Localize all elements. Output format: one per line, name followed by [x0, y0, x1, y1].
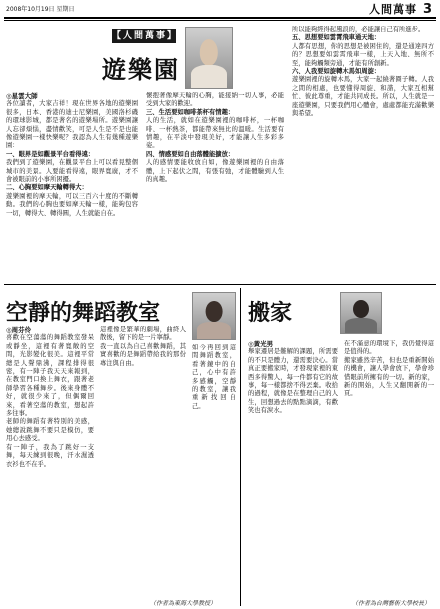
column-divider — [240, 288, 241, 606]
column-banner: 【人間萬事】 — [112, 31, 179, 41]
top-article-para: 遊樂園裡的摩天輪，可以三百六十度的不斷轉動。我們的心胸也要如摩天輪一樣，能夠包容一切，轉得大、轉得圓，人生就能自在。 — [6, 192, 138, 217]
left-article-col3 — [192, 344, 236, 596]
right-article-para: 在不滿意的環境下，我仍覺得這是值得的。 — [344, 340, 434, 356]
top-article-subhead: 六、人我要如旋轉木馬如周旋： — [292, 68, 381, 76]
left-article-author: ◎周芬伶 — [6, 326, 32, 334]
top-article-subhead: 五、思想要如雲霄飛車通天地： — [292, 34, 381, 42]
top-article-subhead: 二、心胸要如摩天輪轉得大： — [6, 184, 88, 192]
right-article-signature: （作者為台灣藝術大學校長） — [352, 600, 431, 607]
top-article-col1 — [6, 92, 138, 280]
top-article-para: 人的感情要能收放自如，像遊樂園裡的自由落體，上下起伏之間，有張有弛，才能體驗到人生的真趣。 — [146, 159, 284, 184]
top-article-subhead: 四、情感要如自由落體能擴放： — [146, 150, 235, 158]
left-article-para: 如今再回到這間舞蹈教室，看著鏡中的自己，心中有許多感觸，空靜的教室，讓我重新找回自己。 — [192, 344, 236, 410]
left-article-title: 空靜的舞蹈教室 — [6, 301, 161, 326]
right-article-col1 — [248, 340, 338, 596]
top-article-author: ◎星雲大師 — [6, 92, 38, 100]
right-article-para: 搬家雖然辛苦，但也是重新開始的機會，讓人學會放下，學會珍惜眼前所擁有的一切。新的家，新的開始，人生又翻開新的一頁。 — [344, 356, 434, 398]
top-article-para: 我們到了遊樂園，在觀景平台上可以看見整個城市的美景。人要能看得遠，眼界寬廣，才不會被眼前的小事所困擾。 — [6, 159, 138, 184]
left-article-para: 我一直以為自己喜歡舞蹈，其實喜歡的是舞蹈帶給我的那份專注與自由。 — [100, 342, 186, 367]
author-photo-woman — [192, 292, 236, 340]
top-article-para: 人都有思想，你的思想是被困住的，還是通達四方的？思想要如雲霄飛車一樣，上天入地、無所不至，能夠觸類旁通，才能有所創新。 — [292, 42, 434, 67]
section-name: 人間萬事 — [368, 3, 417, 16]
left-article-col2 — [100, 326, 186, 596]
right-article-col2 — [344, 340, 434, 596]
left-article-para: 這裡像是繁華的劇場，曲終人散後，留下的是一片寧靜。 — [100, 326, 186, 342]
header-rule-thin — [4, 20, 436, 21]
right-article-author: ◎黃光男 — [248, 340, 274, 348]
author-photo-monk — [185, 27, 233, 89]
main-article-title: 遊樂園 — [102, 55, 180, 84]
top-article-col2 — [146, 92, 284, 280]
section-divider — [4, 284, 436, 285]
page-header — [369, 1, 432, 17]
page-number: 3 — [422, 1, 432, 17]
left-article-col1 — [6, 326, 94, 596]
left-article-para: 有一陣子，我為了跳好一支舞，每天練到很晚，汗水濕透衣衫也不在乎。 — [6, 443, 94, 468]
left-article-signature: （作者為東海大學教授） — [150, 600, 217, 607]
top-article-para: 遊樂園裡的旋轉木馬，大家一起繞著圈子轉。人我之間的相處，也要懂得周旋、和諧，大家互相幫忙、彼此尊重，才能共同成長。所以，人生就是一座遊樂園，只要我們用心體會，處處都能充滿歡樂與希望。 — [292, 76, 434, 118]
top-article-para: 各位讀者，大家吉祥！現在世界各地的遊樂園很多，日本、香港的迪士尼樂園，美國洛杉磯的環球影城，都是著名的遊樂場所。遊樂園讓人忘卻煩惱，盡情歡笑，可是人生是不是也能像遊樂園一樣快樂呢？我認為人生有幾種遊樂園： — [6, 100, 138, 150]
right-article-title: 搬家 — [248, 301, 293, 326]
top-article-subhead: 三、生活要如咖啡茶杯有情趣： — [146, 108, 235, 116]
author-photo-man — [340, 292, 382, 334]
top-article-para: 懷抱著像摩天輪的心胸，能接納一切人事，必能受到大家的歡迎。 — [146, 92, 284, 108]
top-article-para: 所以能夠經得起風浪的，必能讓自己有所進步。 — [292, 26, 425, 33]
left-article-para: 喜歡在空蕩蕩的舞蹈教室發呆或靜坐，這裡有著寬敞的空間，光影變化很美。這裡平常總是人聲鼎沸，課程排得很密，有一陣子我天天來報到，在教室門口換上舞衣，跟著老師學習各種舞步。後來身體不好，就很少來了，但偶爾回來，看著空蕩的教室，想起許多往事。 — [6, 334, 94, 418]
header-rule — [4, 17, 436, 19]
right-article-para: 舉家遷居是難解的課題，所需要的不只是體力，還需要決心。當真正要搬家時，才發現家裡的東西多得驚人，每一件都有它的故事，每一樣都捨不得丟棄。收拾的過程，就像是在整理自己的人生，回想過去的點點滴滴，有歡笑也有淚水。 — [248, 348, 338, 415]
left-article-para: 老師的舞蹈有著特別的美感，她總說跳舞不要只是模仿，要用心去感受。 — [6, 418, 94, 443]
top-article-col3 — [292, 26, 434, 280]
top-article-para: 人的生活，就如在遊樂園裡的咖啡杯，一杯咖啡、一杯熱茶，都能帶來無比的溫暖。生活要有情趣，在平淡中發現美好，才能讓人生多彩多姿。 — [146, 117, 284, 150]
top-article-subhead: 一、眼界是如觀景平台看得遠： — [6, 150, 95, 158]
issue-date: 2008年10月19日 星期日 — [6, 6, 75, 13]
